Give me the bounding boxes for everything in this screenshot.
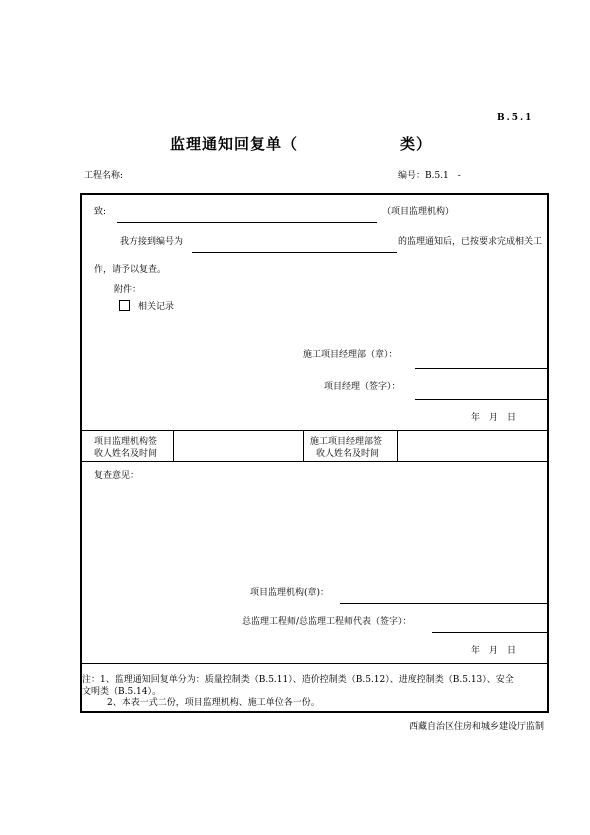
receipt-divider-3	[397, 430, 398, 461]
manager-sign-label: 项目经理（签字）：	[324, 382, 401, 392]
project-name-label: 工程名称:	[84, 171, 124, 181]
serial-number-label: 编号：B.5.1 -	[398, 171, 461, 181]
form-title-right: 类）	[400, 135, 433, 153]
to-underline	[117, 222, 377, 223]
receipt-row-top	[80, 430, 549, 431]
attachment-label: 附件：	[114, 285, 142, 295]
dept-seal-underline	[415, 368, 548, 369]
construction-receipt-label-1: 施工项目经理部签	[310, 437, 383, 447]
chief-sign-underline	[432, 632, 548, 633]
chief-sign-label: 总监理工程师/总监理工程师代表（签字）：	[242, 617, 412, 627]
section1-date: 年 月 日	[471, 413, 517, 423]
receipt-divider-2	[303, 430, 304, 461]
dept-seal-label: 施工项目经理部（章）：	[303, 350, 398, 360]
related-records-checkbox[interactable]	[119, 300, 130, 311]
supervision-receipt-label-1: 项目监理机构签	[94, 437, 158, 447]
manager-sign-underline	[415, 399, 548, 400]
to-suffix: （项目监理机构）	[382, 207, 455, 217]
to-label: 致:	[94, 207, 107, 217]
receipt-divider-1	[173, 430, 174, 461]
org-seal-underline	[340, 603, 548, 604]
body-line1-right: 的监理通知后，已按要求完成相关工	[398, 237, 543, 247]
org-seal-label: 项目监理机构(章)：	[250, 588, 330, 598]
notes-line2: 文明类（B.5.14）。	[82, 687, 162, 697]
body-line2: 作，请予以复查。	[94, 265, 167, 275]
form-title-left: 监理通知回复单（	[170, 135, 299, 153]
review-opinion-label: 复查意见：	[94, 471, 140, 481]
receipt-row-bottom	[80, 461, 549, 462]
construction-receipt-label-2: 收人姓名及时间	[316, 449, 380, 459]
supervision-receipt-label-2: 收人姓名及时间	[94, 449, 158, 459]
notes-line1: 注：1、监理通知回复单分为：质量控制类（B.5.11）、造价控制类（B.5.12）、进度控制类（B.5.13）、安全	[82, 675, 514, 685]
form-code: B.5.1	[497, 113, 534, 123]
notes-line3: 2、本表一式二份，项目监理机构、施工单位各一份。	[107, 698, 320, 708]
section2-date: 年 月 日	[471, 646, 517, 656]
notice-number-underline	[192, 252, 397, 253]
body-line1-left: 我方接到编号为	[120, 237, 184, 247]
notes-top-rule	[80, 663, 549, 664]
footer-issuer: 西藏自治区住房和城乡建设厅监制	[409, 722, 545, 732]
related-records-label: 相关记录	[138, 302, 175, 312]
